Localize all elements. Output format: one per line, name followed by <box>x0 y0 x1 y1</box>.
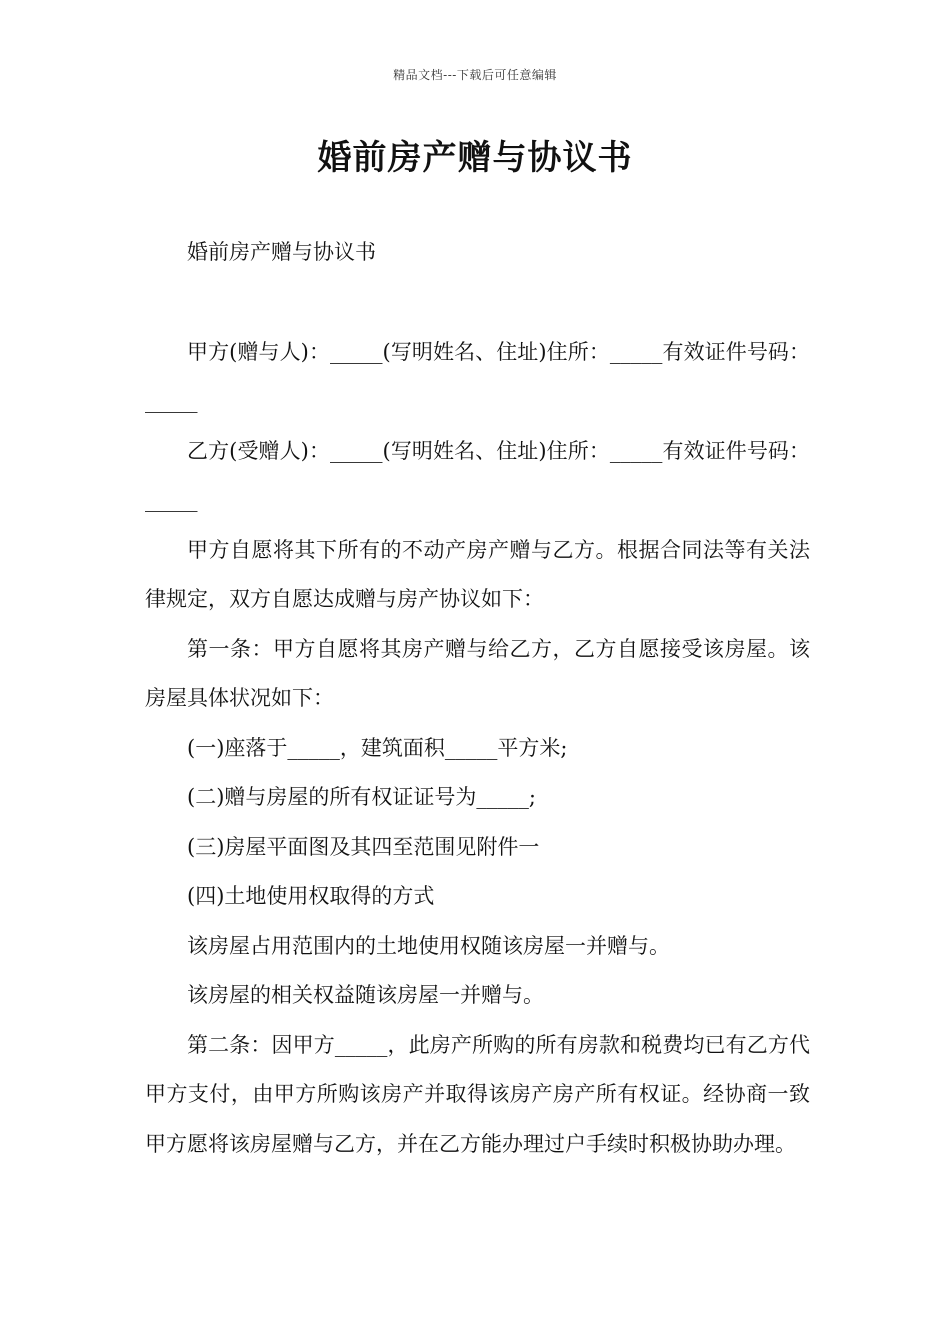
item-four-paragraph: (四)土地使用权取得的方式 <box>187 884 435 908</box>
rights-paragraph: 该房屋的相关权益随该房屋一并赠与。 <box>187 983 544 1007</box>
document-body <box>145 228 810 1169</box>
party-b-paragraph: 乙方(受赠人)：_____(写明姓名、住址)住所：_____有效证件号码：_____ <box>145 438 810 512</box>
body-subtitle: 婚前房产赠与协议书 <box>187 240 376 264</box>
article-one-paragraph: 第一条：甲方自愿将其房产赠与给乙方，乙方自愿接受该房屋。该房屋具体状况如下： <box>145 636 810 710</box>
land-use-paragraph: 该房屋占用范围内的土地使用权随该房屋一并赠与。 <box>187 933 670 958</box>
party-a-paragraph: 甲方(赠与人)：_____(写明姓名、住址)住所：_____有效证件号码：_____ <box>145 339 810 413</box>
document-title: 婚前房产赠与协议书 <box>317 138 633 178</box>
article-two-paragraph: 第二条：因甲方_____，此房产所购的所有房款和税费均已有乙方代甲方支付，由甲方所购该房产并取得该房产房产所有权证。经协商一致甲方愿将该房屋赠与乙方，并在乙方能办理过户手续时积极协助办理。 <box>145 1032 810 1156</box>
header-note: 精品文档---下载后可任意编辑 <box>393 68 557 82</box>
item-one-paragraph: (一)座落于_____，建筑面积_____平方米; <box>187 735 568 760</box>
item-three-paragraph: (三)房屋平面图及其四至范围见附件一 <box>187 834 540 859</box>
item-two-paragraph: (二)赠与房屋的所有权证证号为_____; <box>187 785 536 809</box>
preamble-paragraph: 甲方自愿将其下所有的不动产房产赠与乙方。根据合同法等有关法律规定，双方自愿达成赠与房产协议如下： <box>145 537 810 611</box>
